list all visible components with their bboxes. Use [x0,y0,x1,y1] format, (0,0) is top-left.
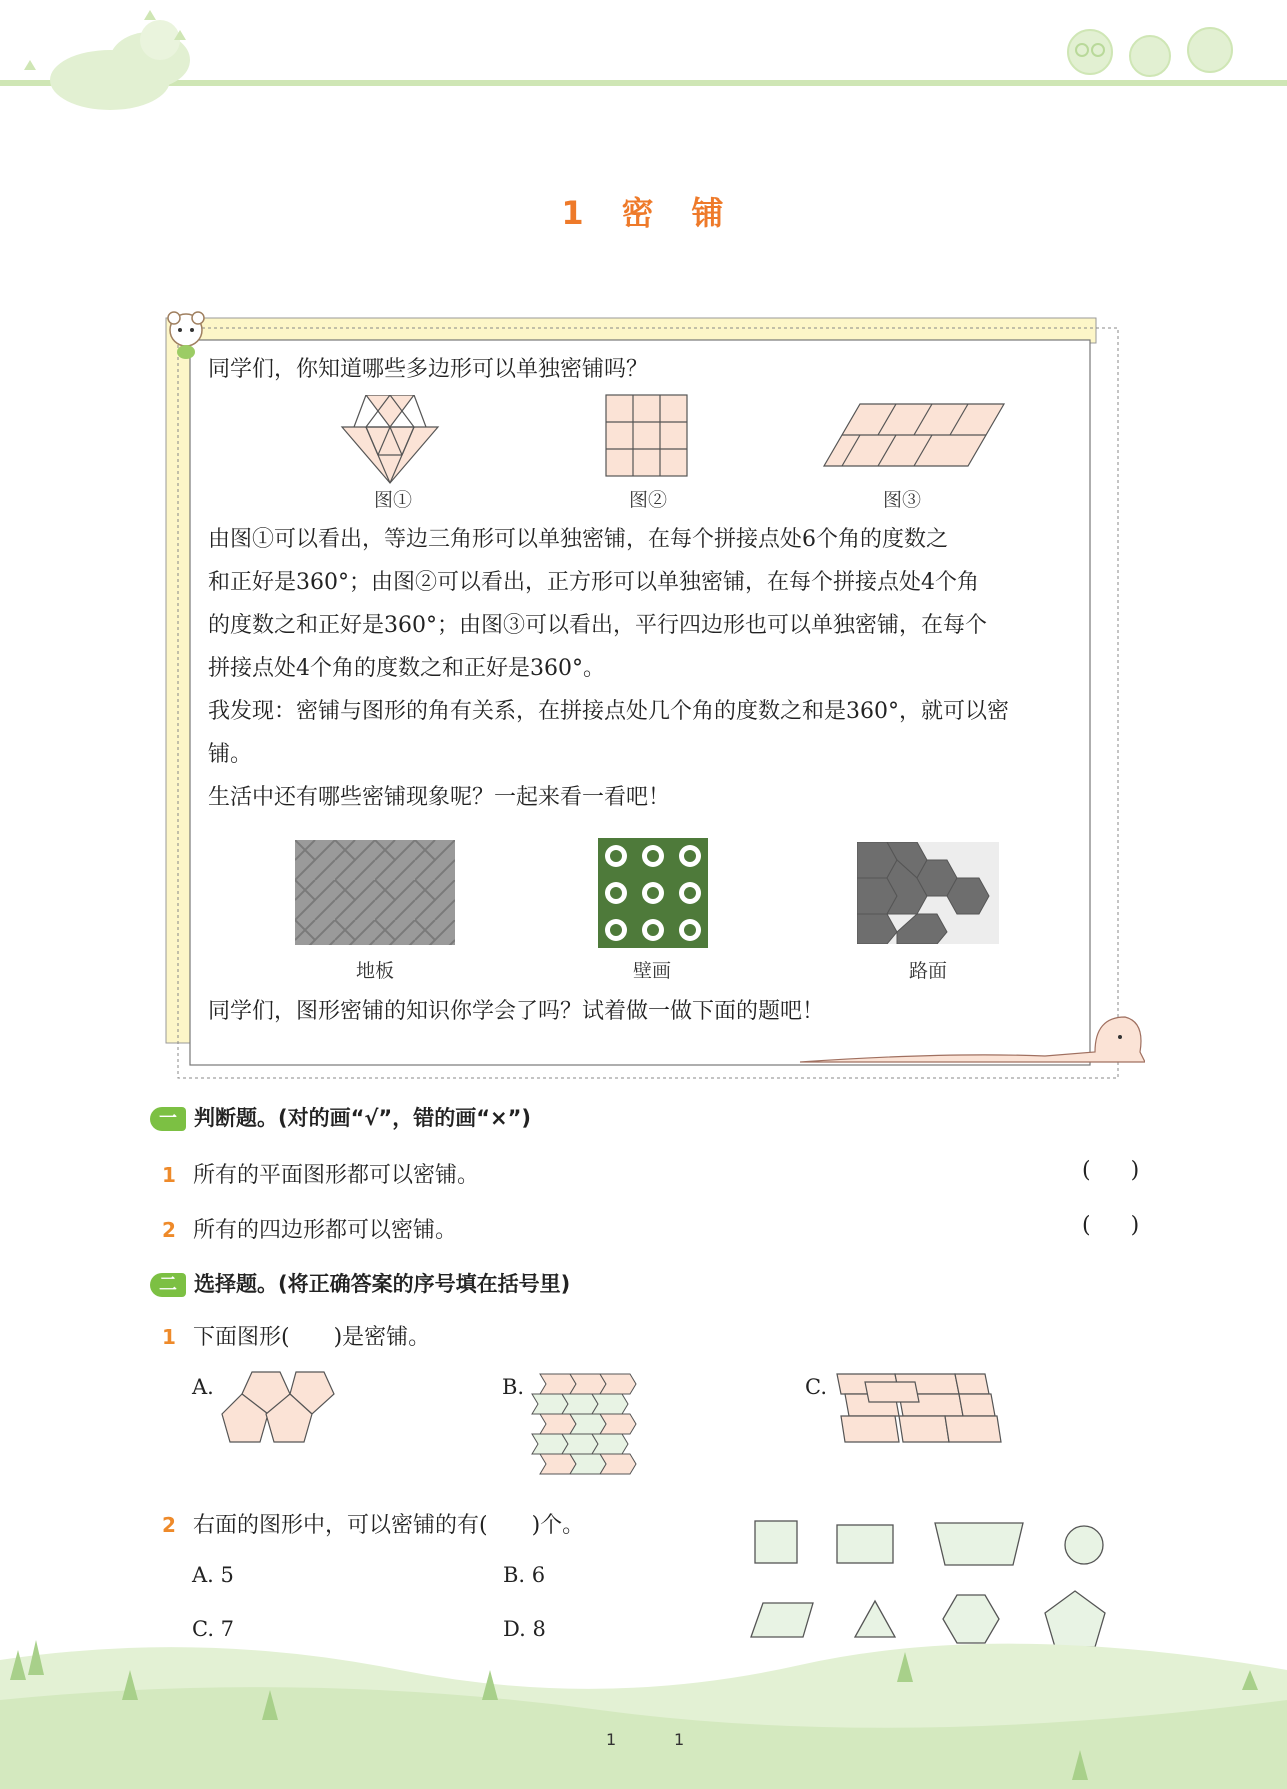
option-b-label[interactable]: B. [502,1375,525,1399]
option-d-8[interactable]: D. 8 [503,1617,546,1641]
floor-photo [295,840,455,945]
choice-question-1 [162,1320,430,1351]
section-2-title: 选择题。(将正确答案的序号填在括号里) [194,1272,571,1296]
road-photo [857,842,999,944]
life-line: 生活中还有哪些密铺现象呢？一起来看一看吧！ [208,785,671,810]
intro-closing: 同学们，图形密铺的知识你学会了吗？试着做一做下面的题吧！ [208,999,825,1024]
question-number: 2 [162,1513,176,1537]
header-decoration [0,0,1287,120]
circle-shape [1065,1526,1103,1564]
title-number: 1 [561,194,586,232]
parallelogram-shape [751,1603,813,1637]
question-number: 2 [162,1218,176,1242]
judgement-item-2 [162,1213,1180,1244]
pentagon-shape [1045,1591,1105,1647]
title-word-2: 铺 [691,194,726,232]
discovery-line: 铺。 [208,742,253,767]
figure-caption-2: 图② [628,489,667,511]
figure-triangle-tiling [340,395,440,485]
answer-blank[interactable]: () [1082,1158,1180,1183]
option-c-parallelograms [835,1372,1005,1457]
section-2-badge: 二 [150,1273,186,1297]
question-text: 右面的图形中，可以密铺的有( )个。 [193,1513,585,1538]
page-number-right: 1 [674,1730,685,1749]
page-number-left: 1 [606,1730,617,1749]
choice-question-2 [162,1508,584,1539]
discovery-line: 我发现：密铺与图形的角有关系，在拼接点处几个角的度数之和是360°，就可以密 [208,699,1009,724]
question-text: 所有的四边形都可以密铺。 [193,1218,458,1243]
paragraph-line: 和正好是360°；由图②可以看出，正方形可以单独密铺，在每个拼接点处4个角 [208,570,979,595]
question-number: 1 [162,1325,176,1349]
hexagon-shape [943,1595,999,1643]
question-number: 1 [162,1163,176,1187]
figure-square-tiling [605,394,690,479]
elephant-icon [795,1012,1145,1072]
option-b-6[interactable]: B. 6 [503,1563,546,1587]
footer-landscape [0,1640,1287,1789]
paragraph-line: 的度数之和正好是360°；由图③可以看出，平行四边形也可以单独密铺，在每个 [208,613,987,638]
paragraph-line: 由图①可以看出，等边三角形可以单独密铺，在每个拼接点处6个角的度数之 [208,527,948,552]
page-title [0,188,1287,234]
judgement-item-1 [162,1158,1180,1189]
photo-caption-mural: 壁画 [632,960,671,982]
section-1-heading [150,1102,531,1132]
section-2-heading [150,1268,570,1298]
figure-caption-1: 图① [373,489,412,511]
title-word-1: 密 [621,194,656,232]
paragraph-line: 拼接点处4个角的度数之和正好是360°。 [208,656,605,681]
bear-icon [162,308,210,360]
option-c-label[interactable]: C. [805,1375,827,1399]
section-1-title: 判断题。(对的画“√”，错的画“×”) [194,1106,532,1130]
triangle-shape [855,1601,895,1637]
option-a-pentagons [218,1370,348,1450]
section-1-badge: 一 [150,1107,186,1131]
intro-question: 同学们，你知道哪些多边形可以单独密铺吗？ [208,357,649,382]
figure-caption-3: 图③ [882,489,921,511]
photo-caption-floor: 地板 [355,960,394,982]
q2-shapes [745,1515,1115,1650]
answer-blank[interactable]: () [1082,1213,1180,1238]
trapezoid-shape [935,1523,1023,1565]
figure-parallelogram-tiling [822,403,1007,468]
option-a-5[interactable]: A. 5 [192,1563,234,1587]
question-text: 下面图形( )是密铺。 [193,1325,431,1350]
photo-caption-road: 路面 [908,960,947,982]
rectangle-shape [837,1525,893,1563]
question-text: 所有的平面图形都可以密铺。 [193,1163,480,1188]
option-c-7[interactable]: C. 7 [192,1617,235,1641]
square-shape [755,1521,797,1563]
option-a-label[interactable]: A. [192,1375,214,1399]
option-b-zigzag-tiling [530,1372,650,1482]
intro-paragraph [208,518,1088,819]
mural-photo [598,838,708,948]
